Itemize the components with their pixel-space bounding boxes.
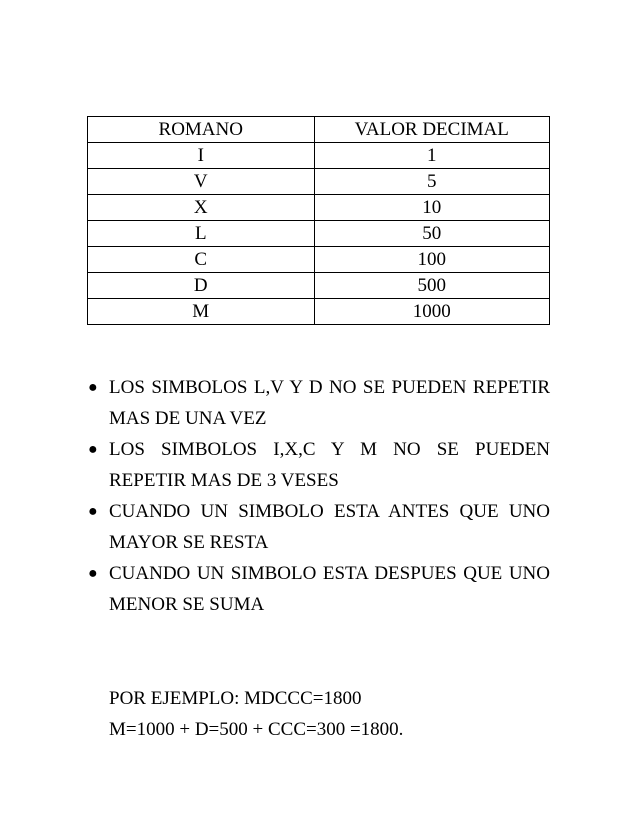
example-line-1: POR EJEMPLO: MDCCC=1800 [109,688,362,709]
table-header-row [88,117,550,143]
header-decimal-value: VALOR DECIMAL [314,117,550,143]
rule-text: LOS SIMBOLOS L,V Y D NO SE PUEDEN REPETIR MAS DE UNA VEZ [109,377,550,429]
rules-list [88,372,550,620]
value-cell: 5 [314,169,550,195]
table-row [88,299,550,325]
rule-text: LOS SIMBOLOS I,X,C Y M NO SE PUEDEN REPETIR MAS DE 3 VESES [109,439,550,491]
example-block [109,683,550,745]
roman-cell: M [88,299,315,325]
rule-text: CUANDO UN SIMBOLO ESTA ANTES QUE UNO MAYOR SE RESTA [109,501,550,553]
bullet-icon: ● [88,503,98,520]
table-row [88,221,550,247]
example-line-2: M=1000 + D=500 + CCC=300 =1800. [109,719,404,740]
table-row [88,247,550,273]
list-item [88,372,550,434]
bullet-icon: ● [88,441,98,458]
value-cell: 1 [314,143,550,169]
list-item [88,434,550,496]
table-row [88,143,550,169]
table-row [88,273,550,299]
roman-numerals-table [87,116,550,325]
roman-cell: V [88,169,315,195]
value-cell: 10 [314,195,550,221]
table-row [88,195,550,221]
header-roman: ROMANO [88,117,315,143]
value-cell: 1000 [314,299,550,325]
roman-cell: L [88,221,315,247]
roman-cell: I [88,143,315,169]
roman-cell: D [88,273,315,299]
value-cell: 100 [314,247,550,273]
value-cell: 50 [314,221,550,247]
bullet-icon: ● [88,565,98,582]
list-item [88,558,550,620]
value-cell: 500 [314,273,550,299]
roman-cell: X [88,195,315,221]
rule-text: CUANDO UN SIMBOLO ESTA DESPUES QUE UNO MENOR SE SUMA [109,563,550,615]
list-item [88,496,550,558]
bullet-icon: ● [88,379,98,396]
table-row [88,169,550,195]
roman-cell: C [88,247,315,273]
